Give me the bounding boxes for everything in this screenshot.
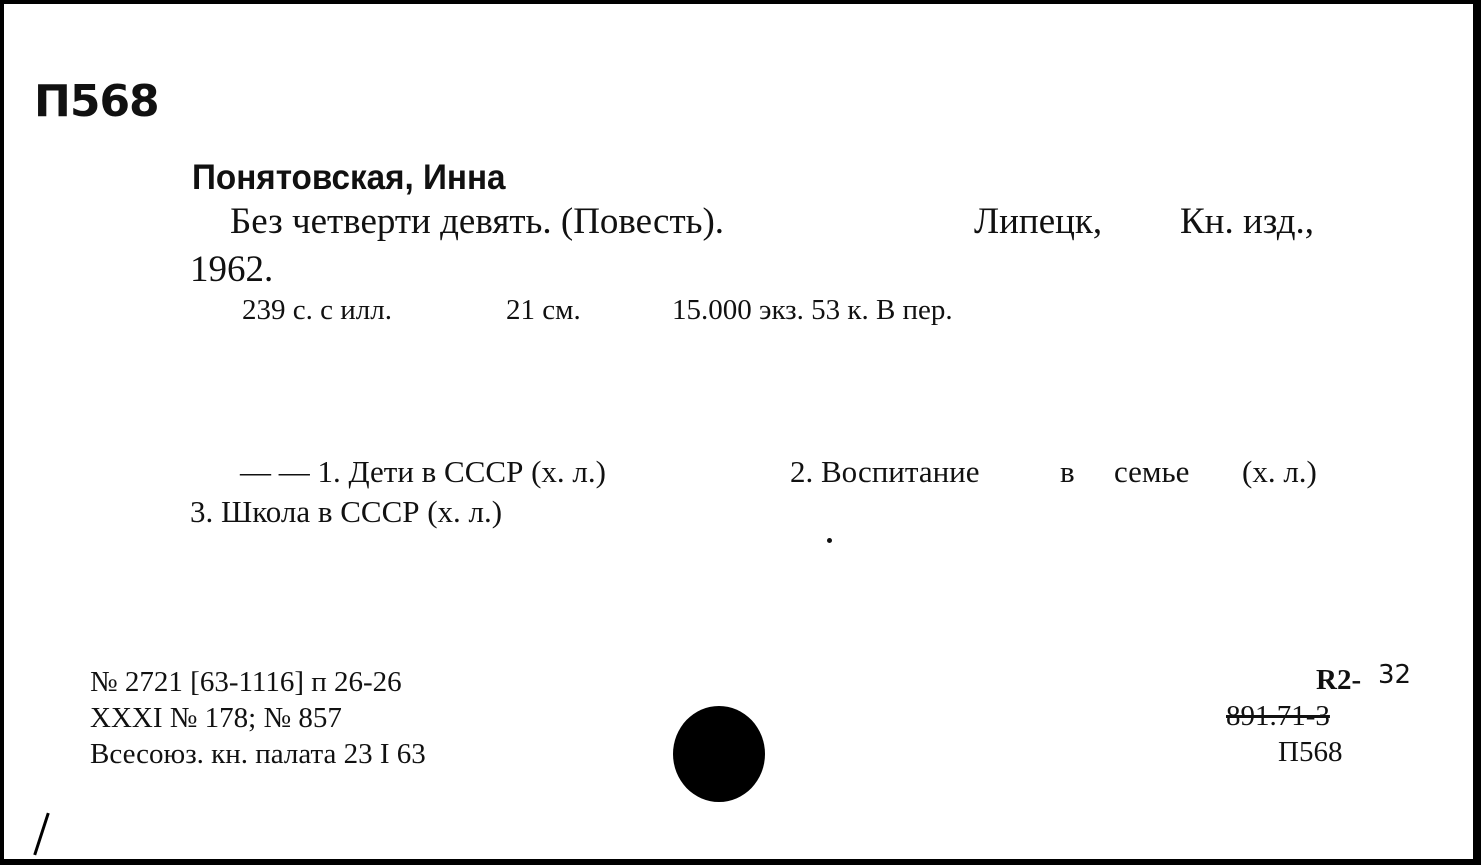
struck-classification: 891.71-3 (1226, 700, 1330, 732)
subject-heading-3: 3. Школа в СССР (х. л.) (190, 494, 503, 529)
copies-and-price: 15.000 экз. 53 к. В пер. (672, 294, 953, 326)
classification-code: R2- (1316, 664, 1362, 696)
ink-dot (827, 538, 832, 543)
subject-heading-2-in: в (1060, 454, 1075, 489)
catalog-card (4, 4, 1476, 859)
page-count: 239 с. с илл. (242, 294, 392, 326)
author-name: Понятовская, Инна (192, 158, 506, 197)
classification-call-number: П568 (1278, 736, 1343, 768)
publication-place: Липецк, (974, 201, 1103, 242)
punch-hole (673, 706, 765, 802)
registry-number: № 2721 [63-1116] п 26-26 (90, 666, 402, 698)
publication-year: 1962. (190, 249, 274, 290)
subject-heading-2-family: семье (1114, 454, 1190, 489)
registry-volume: XXXI № 178; № 857 (90, 702, 342, 734)
subject-heading-2: 2. Воспитание (790, 454, 980, 489)
book-size: 21 см. (506, 294, 581, 326)
publisher: Кн. изд., (1180, 201, 1315, 242)
subject-heading-2-mark: (х. л.) (1242, 454, 1317, 489)
subject-heading-1: — — 1. Дети в СССР (х. л.) (240, 454, 606, 489)
pencil-mark (33, 813, 49, 856)
classification-handwritten: 32 (1378, 660, 1412, 690)
book-title: Без четверти девять. (Повесть). (230, 201, 725, 242)
handwritten-call-number: П568 (34, 76, 159, 127)
book-chamber: Всесоюз. кн. палата 23 I 63 (90, 738, 426, 770)
